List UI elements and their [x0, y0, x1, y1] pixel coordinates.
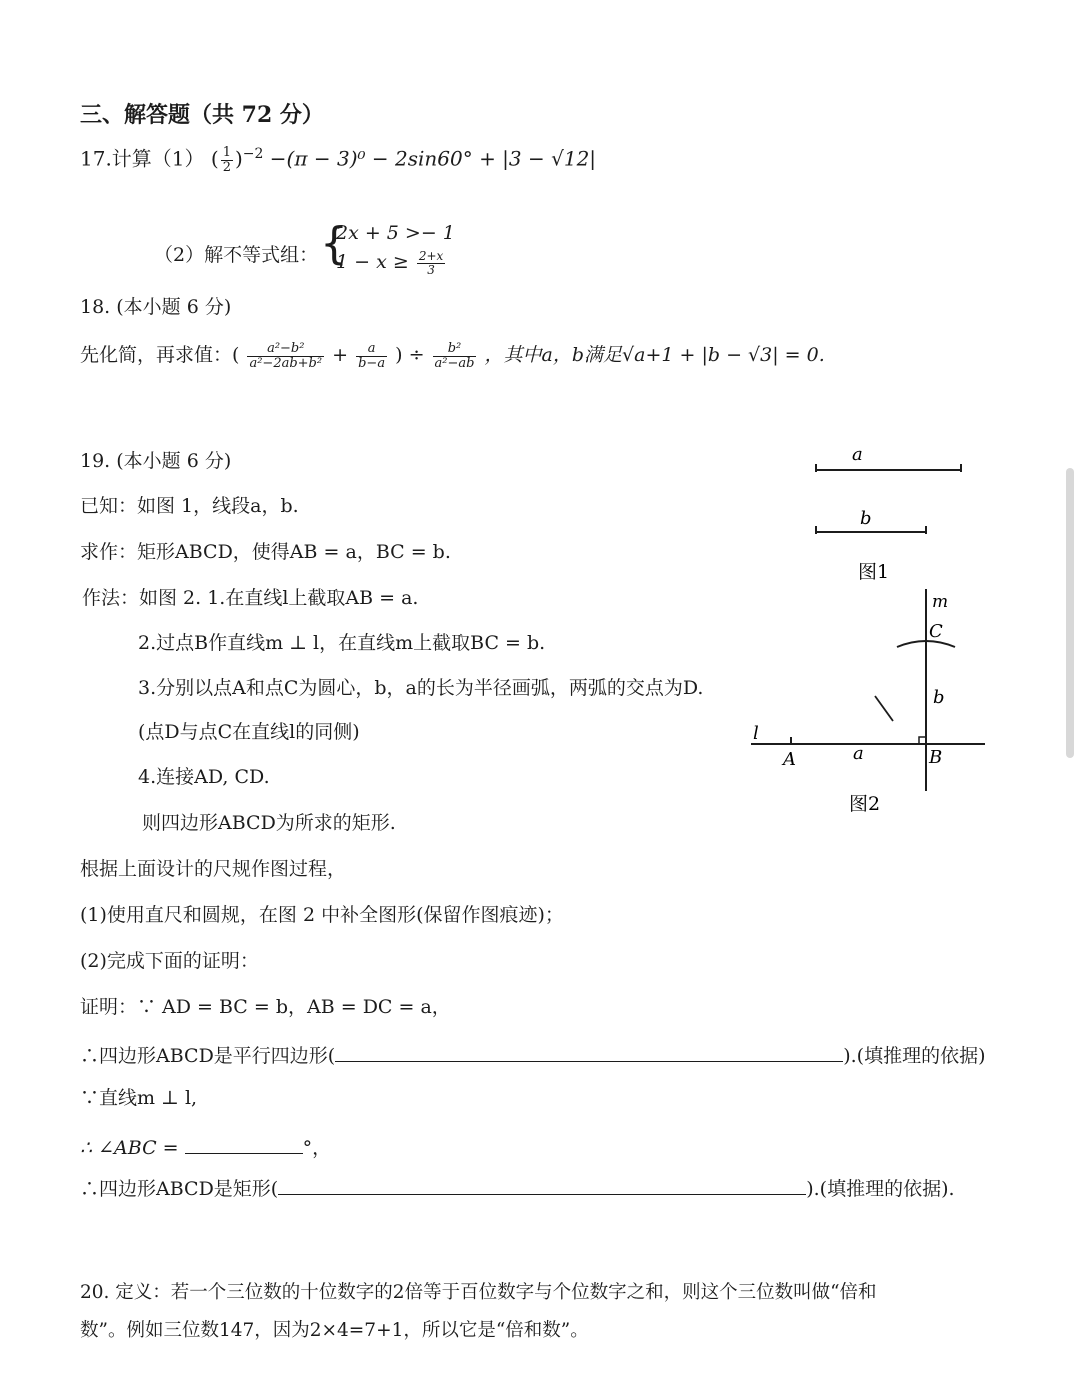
q19-header: 19. (本小题 6 分): [80, 450, 232, 472]
q19-proof-2: ∴四边形ABCD是平行四边形( ).(填推理的依据): [80, 1045, 986, 1067]
q19-method-4: 4.连接AD, CD.: [138, 766, 270, 788]
q19-task-2: (2)完成下面的证明：: [80, 950, 259, 972]
q20-line-1: 20. 定义：若一个三位数的十位数字的2倍等于百位数字与个位数字之和，则这个三位数叫做“倍和: [80, 1282, 877, 1303]
fig2-label-A: A: [783, 749, 796, 770]
fig2-right-angle-mark: [919, 737, 926, 744]
q20-line-2: 数”。例如三位数147，因为2×4=7+1，所以它是“倍和数”。: [80, 1320, 589, 1341]
fig2-label-m: m: [932, 592, 949, 612]
section-title: 三、解答题（共 72 分）: [80, 102, 324, 128]
q19-proof-5: ∴四边形ABCD是矩形( ).(填推理的依据).: [80, 1178, 955, 1200]
q17-part2-label: （2）解不等式组：: [154, 244, 319, 266]
fig1-caption: 图1: [858, 561, 890, 580]
system-brace: {: [320, 218, 348, 269]
q19-method-1: 作法：如图 2. 1.在直线l上截取AB = a.: [82, 587, 419, 609]
q18-header: 18. (本小题 6 分): [80, 296, 232, 318]
fig2-label-B: B: [929, 747, 943, 768]
fig2-label-a: a: [853, 743, 864, 764]
q19-according: 根据上面设计的尺规作图过程，: [80, 858, 347, 880]
q17-inequality-1: 2x + 5 >− 1: [336, 222, 455, 244]
q19-task-1: (1)使用直尺和圆规，在图 2 中补全图形(保留作图痕迹)；: [80, 904, 564, 926]
answer-blank-1[interactable]: [335, 1043, 843, 1062]
q19-proof-1: 证明：∵ AD = BC = b，AB = DC = a，: [80, 996, 451, 1018]
figure-2: [745, 585, 995, 825]
q17-expression: −(π − 3)⁰ − 2sin60° + |3 − √12|: [269, 146, 597, 171]
fig2-label-b: b: [933, 687, 945, 708]
q17-half-fraction: $\frac{1}{2}$: [222, 145, 231, 175]
page-scrollbar[interactable]: [1066, 468, 1074, 758]
q17-part1: 17.计算（1） ( $\frac{1}{2}$ )$^{-2}$ −(π − 3)⁰ − 2sin60° + |3 − √12|: [80, 145, 597, 175]
fig2-label-l: l: [753, 723, 759, 744]
q19-proof-4: ∴ ∠ABC = °，: [80, 1137, 332, 1159]
q19-given: 已知：如图 1，线段a，b.: [80, 495, 299, 517]
q19-method-3-note: (点D与点C在直线l的同侧): [138, 721, 360, 743]
q19-proof-3: ∵直线m ⊥ l,: [80, 1087, 198, 1109]
q19-method-2: 2.过点B作直线m ⊥ l，在直线m上截取BC = b.: [138, 632, 546, 654]
q17-half-exponent: −2: [242, 145, 264, 162]
q17-inequality-2: 1 − x ≥ $\frac{2+x}{3}$: [336, 249, 444, 277]
answer-blank-3[interactable]: [278, 1176, 806, 1195]
fig1-label-b: b: [860, 508, 872, 529]
q18-problem: 先化简，再求值：( $\frac{\text{a²−b²}}{\text{a²−2ab+b²}}$ + $\frac{a}{b-a}$ ) ÷ $\frac{\text{b²}}{\text{a²−ab}}$ ，其中a，b满足√a+1 + |b − √3| = 0.: [80, 341, 825, 371]
q19-method-5: 则四边形ABCD为所求的矩形.: [142, 812, 396, 834]
q17-prefix: 17.计算（1）: [80, 146, 205, 171]
q19-construct: 求作：矩形ABCD，使得AB = a，BC = b.: [80, 541, 451, 563]
q19-method-3: 3.分别以点A和点C为圆心，b，a的长为半径画弧，两弧的交点为D.: [138, 677, 704, 699]
figure-1: [800, 440, 980, 580]
fig2-caption: 图2: [849, 793, 881, 815]
answer-blank-2[interactable]: [185, 1135, 303, 1154]
fig1-label-a: a: [852, 444, 863, 465]
fig2-label-C: C: [929, 621, 943, 642]
fig2-arc-trace: [875, 696, 893, 721]
